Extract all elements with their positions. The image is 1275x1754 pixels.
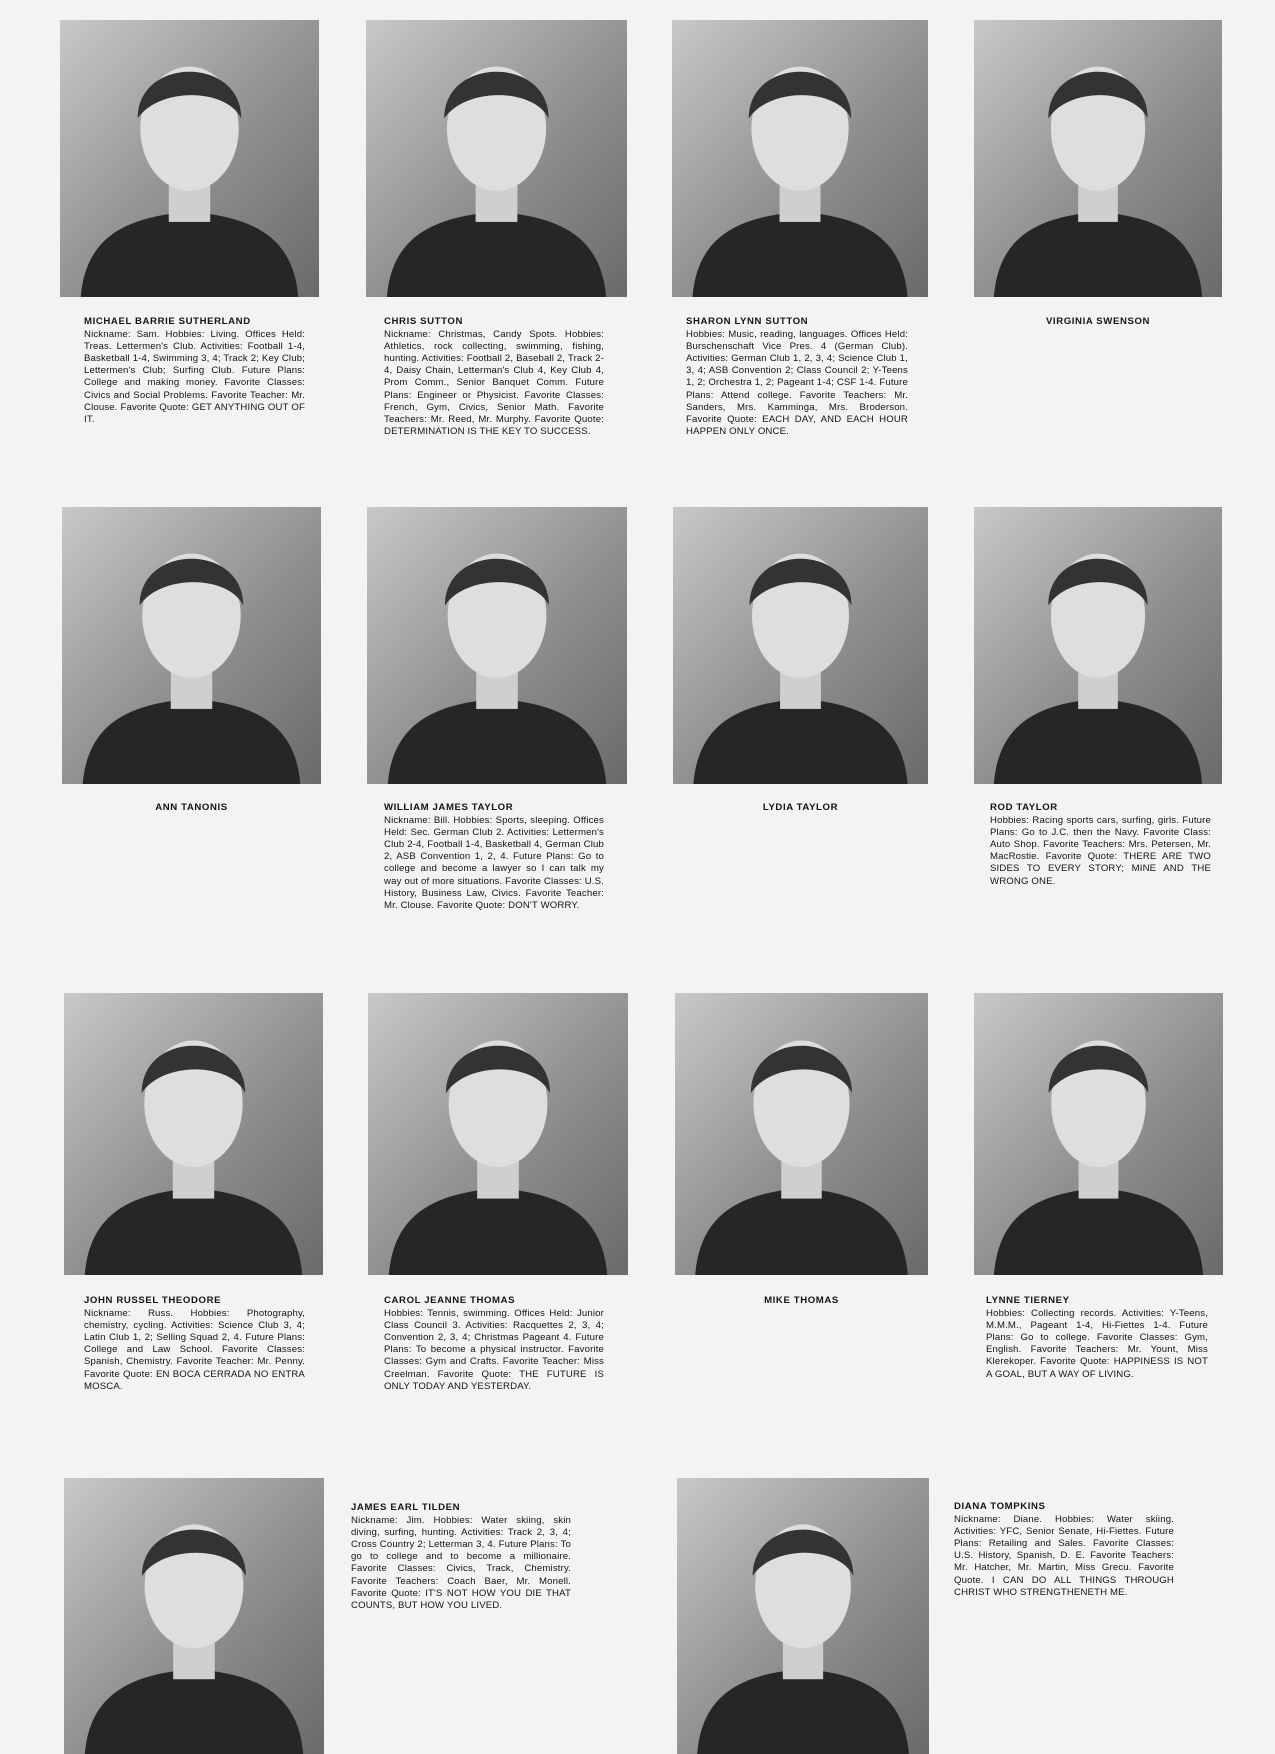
senior-caption [675,1295,928,1308]
senior-caption [384,316,604,438]
senior-details: Hobbies: Collecting records. Activities: Y-Teens, M.M.M., Pageant 1-4, Hi-Fiettes 1-4. Future Plans: Go to college. Favorite Classes: Gym, English. Favorite Teachers: Mr. Yount, Miss Klerekoper. Favorite Quote: HAPPINESS IS NOT A GOAL, BUT A WAY OF LIVING. [986,1308,1208,1380]
senior-details: Hobbies: Racing sports cars, surfing, girls. Future Plans: Go to J.C. then the Navy. Favorite Class: Auto Shop. Favorite Teachers: Mrs. Petersen, Mr. MacRostie. Favorite Quote: THERE ARE TWO SIDES TO EVERY STORY; MINE AND THE WRONG ONE. [990,815,1211,887]
senior-name: VIRGINIA SWENSON [1045,316,1151,327]
senior-name: ANN TANONIS [155,802,228,813]
portrait-photo [673,507,928,784]
senior-caption [986,1295,1208,1381]
senior-name: CAROL JEANNE THOMAS [384,1295,516,1306]
senior-details: Nickname: Jim. Hobbies: Water skiing, skin diving, surfing, hunting. Activities: Track 2, 3, 4; Cross Country 2; Letterman 3, 4. Future Plans: To go to college and to become a millionaire. Favorite Classes: Civics, Track, Chemistry. Favorite Teachers: Coach Baer, Mr. Monell. Favorite Quote: IT'S NOT HOW YOU DIE THAT COUNTS, BUT HOW YOU LIVED. [351,1515,571,1611]
portrait-photo [974,20,1222,297]
portrait-photo [672,20,928,297]
senior-caption [990,802,1211,888]
portrait-photo [974,507,1222,784]
portrait-photo [974,993,1223,1275]
senior-details: Nickname: Christmas, Candy Spots. Hobbies: Athletics, rock collecting, swimming, fishing, hunting. Activities: Football 2, Baseball 2, Track 2-4, Daisy Chain, Letterman's Club 4, Key Club 4, Prom Comm., Senior Banquet Comm. Future Plans: Engineer or Physicist. Favorite Classes: French, Gym, Civics, Senior Math. Favorite Teachers: Mr. Reed, Mr. Murphy. Favorite Quote: DETERMINATION IS THE KEY TO SUCCESS. [384,329,604,437]
senior-details: Nickname: Bill. Hobbies: Sports, sleeping. Offices Held: Sec. German Club 2. Activities: Lettermen's Club 2-4, Football 1-4, Basketball 4, German Club 2, ASB Convention 1, 2, 4. Future Plans: Go to college and become a lawyer so I can talk my way out of more situations. Favorite Classes: U.S. History, Business Law, Civics. Favorite Teacher: Mr. Clouse. Favorite Quote: DON'T WORRY. [384,815,604,911]
senior-details: Hobbies: Tennis, swimming. Offices Held: Junior Class Council 3. Activities: Racquettes 2, 3, 4; Convention 2, 3, 4; Christmas Pageant 4. Future Plans: To become a physical instructor. Favorite Classes: Gym and Crafts. Favorite Teacher: Miss Creelman. Favorite Quote: THE FUTURE IS ONLY TODAY AND YESTERDAY. [384,1308,604,1392]
senior-caption [62,802,321,815]
portrait-photo [677,1478,929,1754]
senior-details: Hobbies: Music, reading, languages. Offices Held: Burschenschaft Vice Pres. 4 (German Club). Activities: German Club 1, 2, 3, 4; Science Club 1, 3, 4; ASB Convention 2; Class Council 2; Y-Teens 1, 2; Orchestra 1, 2; Pageant 1-4; CSF 1-4. Future Plans: Attend college. Favorite Teachers: Mr. Sanders, Mrs. Kamminga, Mrs. Broderson. Favorite Quote: EACH DAY, AND EACH HOUR HAPPEN ONLY ONCE. [686,329,908,437]
senior-name: LYNNE TIERNEY [986,1295,1070,1306]
senior-caption [686,316,908,438]
portrait-photo [64,993,323,1275]
portrait-photo [60,20,319,297]
senior-name: DIANA TOMPKINS [954,1501,1046,1512]
senior-name: MICHAEL BARRIE SUTHERLAND [84,316,251,327]
senior-name: LYDIA TAYLOR [762,802,839,813]
portrait-photo [366,20,627,297]
senior-caption [954,1501,1174,1599]
senior-details: Nickname: Russ. Hobbies: Photography, chemistry, cycling. Activities: Science Club 3, 4; Latin Club 1, 2; Selling Squad 2, 4. Future Plans: College and Law School. Favorite Classes: Spanish, Chemistry. Favorite Teacher: Mr. Penny. Favorite Quote: EN BOCA CERRADA NO ENTRA MOSCA. [84,1308,305,1392]
senior-details: Nickname: Diane. Hobbies: Water skiing. Activities: YFC, Senior Senate, Hi-Fiettes. Future Plans: Retailing and Sales. Favorite Classes: U.S. History, Spanish, D. E. Favorite Teachers: Mr. Hatcher, Mr. Martin, Miss Grecu. Favorite Quote. I CAN DO ALL THINGS THROUGH CHRIST WHO STRENGTHENETH ME. [954,1514,1174,1598]
senior-caption [84,1295,305,1393]
portrait-photo [368,993,628,1275]
portrait-photo [675,993,928,1275]
portrait-photo [64,1478,324,1754]
senior-caption [673,802,928,815]
portrait-photo [367,507,627,784]
senior-name: JAMES EARL TILDEN [351,1502,461,1513]
portrait-photo [62,507,321,784]
senior-caption [384,802,604,912]
senior-caption [384,1295,604,1393]
senior-name: WILLIAM JAMES TAYLOR [384,802,514,813]
senior-name: MIKE THOMAS [764,1295,839,1306]
senior-details: Nickname: Sam. Hobbies: Living. Offices Held: Treas. Lettermen's Club. Activities: Football 1-4, Basketball 1-4, Swimming 3, 4; Track 2; Key Club; Lettermen's Club; Surfing Club. Future Plans: College and making money. Favorite Classes: Civics and Social Problems. Favorite Teacher: Mr. Clouse. Favorite Quote: GET ANYTHING OUT OF IT. [84,329,305,425]
senior-caption [351,1502,571,1612]
senior-name: SHARON LYNN SUTTON [686,316,809,327]
senior-name: JOHN RUSSEL THEODORE [84,1295,222,1306]
senior-name: CHRIS SUTTON [384,316,463,327]
senior-caption [974,316,1222,329]
senior-caption [84,316,305,426]
senior-name: ROD TAYLOR [990,802,1058,813]
